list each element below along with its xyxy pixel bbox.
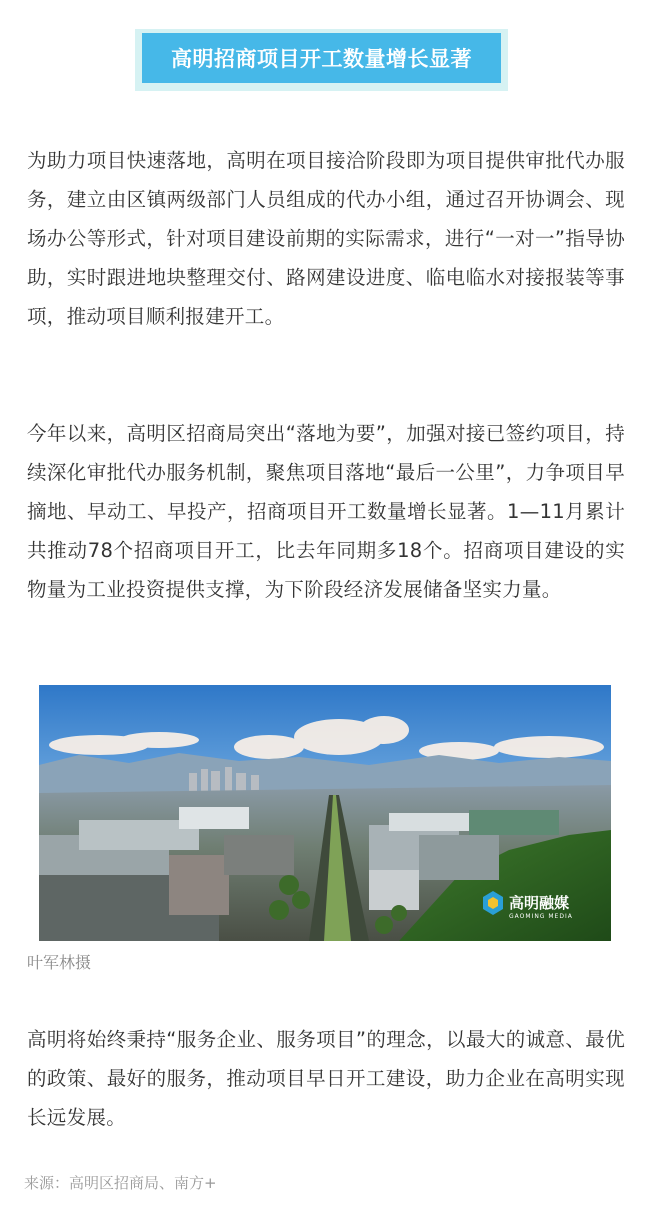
paragraph-1: 为助力项目快速落地，高明在项目接洽阶段即为项目提供审批代办服务，建立由区镇两级部门人员组成的代办小组，通过召开协调会、现场办公等形式，针对项目建设前期的实际需求，进行“一对一”指导协助，实时跟进地块整理交付、路网建设进度、临电临水对接报装等事项，推动项目顺利报建开工。: [27, 149, 625, 328]
article-title: 高明招商项目开工数量增长显著: [142, 33, 501, 83]
source-label: 来源：: [24, 1174, 70, 1192]
photo-caption: 叶军林摄: [27, 953, 92, 972]
source-line: [24, 1172, 217, 1193]
source-value: 高明区招商局、南方+: [69, 1174, 217, 1192]
watermark-text: 高明融媒: [509, 894, 570, 912]
paragraph-2: 今年以来，高明区招商局突出“落地为要”，加强对接已签约项目，持续深化审批代办服务机制，聚焦项目落地“最后一公里”，力争项目早摘地、早动工、早投产，招商项目开工数量增长显著。1—11月累计共推动78个招商项目开工，比去年同期多18个。招商项目建设的实物量为工业投资提供支撑，为下阶段经济发展储备坚实力量。: [27, 422, 625, 601]
aerial-photo: [39, 685, 611, 941]
watermark-subtext: GAOMING MEDIA: [509, 913, 573, 920]
title-banner: [135, 29, 508, 91]
paragraph-3: 高明将始终秉持“服务企业、服务项目”的理念，以最大的诚意、最优的政策、最好的服务，推动项目早日开工建设，助力企业在高明实现长远发展。: [27, 1028, 625, 1129]
